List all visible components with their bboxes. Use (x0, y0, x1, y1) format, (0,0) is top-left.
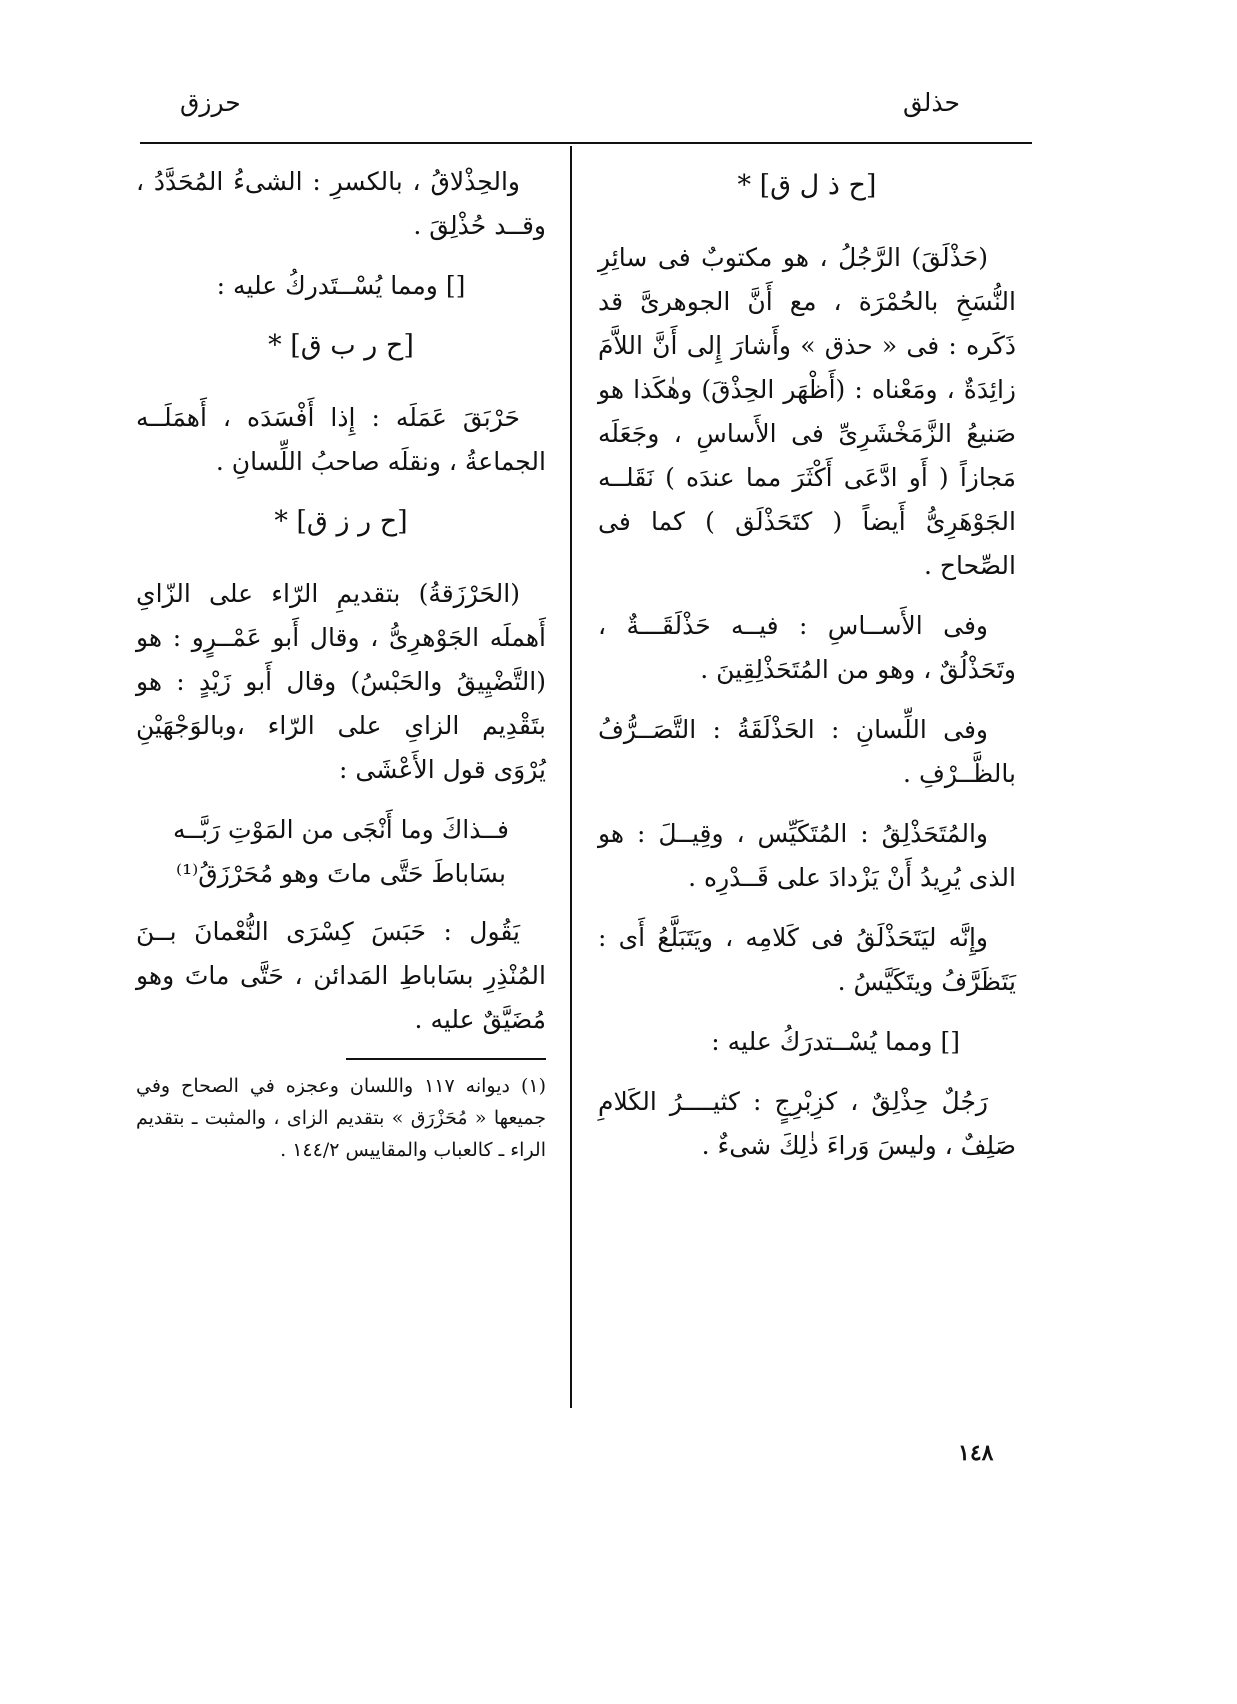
paragraph: حَرْبَقَ عَمَلَه : إِذا أَفْسَدَه ، أَهمَلَــه الجماعةُ ، ونقلَه صاحبُ اللِّسانِ . (136, 403, 546, 476)
running-head-right: حذلق (902, 88, 960, 117)
paragraph: وفى اللِّسانِ : الحَذْلَقَةُ : التَّصَــرُّفُ بالظَّــرْفِ . (598, 715, 1016, 788)
paragraph: والحِذْلاقُ ، بالكسرِ : الشىءُ المُحَدَّدُ ، وقــد حُذْلِقَ . (136, 167, 546, 240)
addendum-line (136, 264, 546, 308)
addendum-line (598, 1020, 1016, 1064)
paragraph: يَقُول : حَبَسَ كِسْرَى النُّعْمانَ بــنَ المُنْذِرِ بسَاباطِ المَدائن ، حَتَّى ماتَ وهو مُضَيَّقٌ عليه . (136, 917, 546, 1034)
verse (136, 808, 546, 896)
paragraph: وفى الأَســاسِ : فيــه حَذْلَقَـــةٌ ، وتَحَذْلُقٌ ، وهو من المُتَحَذْلِقِينَ . (598, 611, 1016, 684)
running-head-left: حرزق (180, 88, 241, 117)
footnote: (١) ديوانه ١١٧ واللسان وعجزه في الصحاح وفي جميعها « مُحَزْرَق » بتقديم الزاى ، والمثبت ـ بتقديم الراء ـ كالعباب والمقاييس ١٤٤/٢ . (136, 1075, 546, 1161)
addendum-label: ومما يُسْــتدرَكُ عليه : (711, 1027, 933, 1056)
verse-line: فــذاكَ وما أَنْجَى من المَوْتِ رَبَّــه (173, 815, 509, 844)
page-number: ١٤٨ (958, 1440, 994, 1466)
paragraph: (الحَرْزَقةُ) بتقديمِ الرّاء على الزّاىِ أَهملَه الجَوْهرِىُّ ، وقال أَبو عَمْــرٍو : هو (التَّضْيِيقُ والحَبْسُ) وقال أَبو زَيْدٍ : هو بتَقْدِيم الزاىِ على الرّاء ،وبالوَجْهَيْنِ يُرْوَى قول الأَعْشَى : (136, 579, 546, 784)
verse-line: بسَاباطَ حَتَّى ماتَ وهو مُحَرْزَقُ⁽¹⁾ (175, 859, 506, 888)
footnote-rule (346, 1058, 546, 1060)
column-divider (570, 146, 572, 1408)
entry-heading-hdhlq: [ح ذ ل ق] * (737, 170, 877, 201)
right-column (598, 160, 1016, 1184)
paragraph: رَجُلٌ حِذْلِقٌ ، كزِبْرِجٍ : كثيــــرُ الكَلامِ صَلِفٌ ، وليسَ وَراءَ ذٰلِكَ شىءٌ . (598, 1087, 1016, 1160)
addendum-bracket: [] (940, 1027, 960, 1056)
paragraph: (حَذْلَقَ) الرَّجُلُ ، هو مكتوبٌ فى سائِرِ النُّسَخِ بالحُمْرَة ، مع أَنَّ الجوهرىَّ قد ذَكَره : فى « حذق » وأَشارَ إِلى أَنَّ اللاَّمَ زائِدَةٌ ، ومَعْناه : (أَظْهَر الحِذْقَ) وهٰكَذا هو صَنيعُ الزَّمَخْشَرِىِّ فى الأَساسِ ، وجَعَلَه مَجازاً ( أَو ادَّعَى أَكْثَرَ مما عندَه ) نَقَلــه الجَوْهَرِىُّ أَيضاً ( كتَحَذْلَق ) كما فى الصِّحاح . (598, 243, 1016, 580)
addendum-bracket: [] (445, 271, 466, 300)
left-column (136, 160, 546, 1182)
paragraph: والمُتَحَذْلِقُ : المُتَكَيِّس ، وقِيــلَ : هو الذى يُرِيدُ أَنْ يَزْدادَ على قَــدْرِه . (598, 819, 1016, 892)
entry-heading-hrbq: [ح ر ب ق] * (268, 330, 414, 361)
header-rule (140, 142, 1032, 144)
paragraph: وإِنَّه ليَتَحَذْلَقُ فى كَلامِه ، ويَتَبَلَّعُ أَى : يَتَظَرَّفُ ويتَكَيَّسُ . (598, 923, 1016, 996)
addendum-label: ومما يُسْــتَدركُ عليه : (216, 271, 438, 300)
entry-heading-hrzq: [ح ر ز ق] * (274, 506, 408, 537)
